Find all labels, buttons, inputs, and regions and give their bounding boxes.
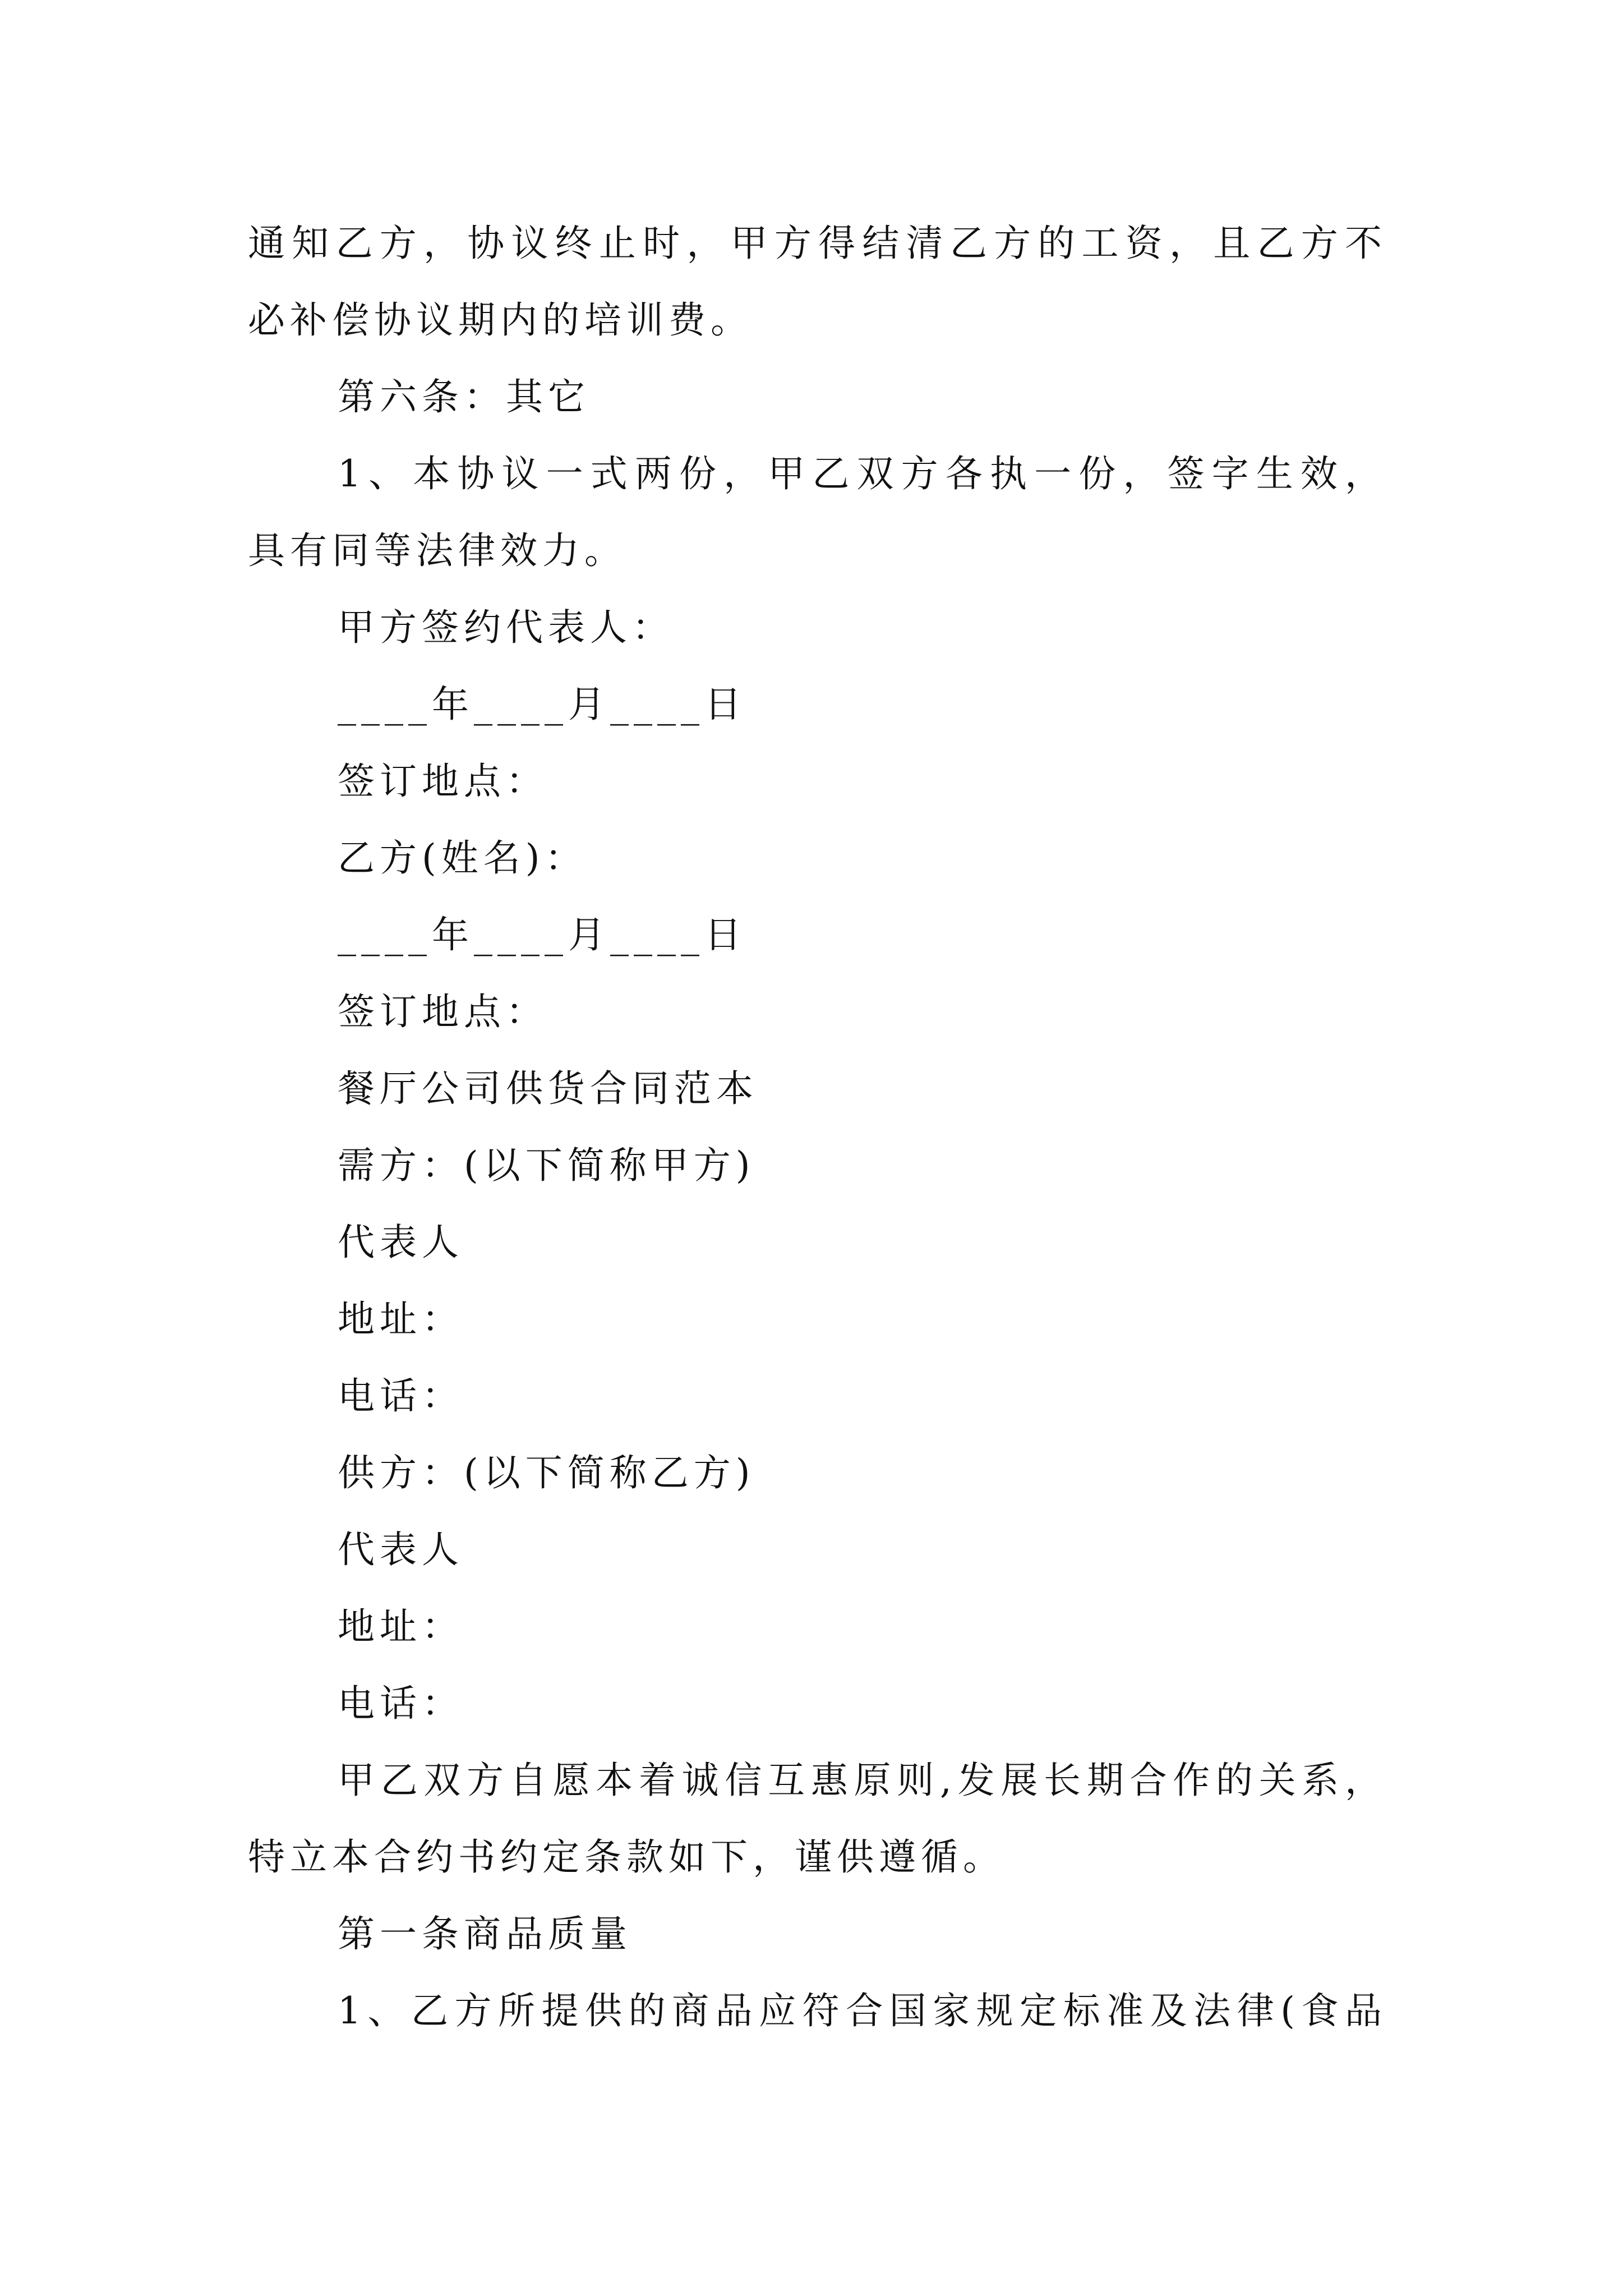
document-body: [248, 205, 1387, 2049]
party-a-signatory-label: 甲方签约代表人：: [338, 606, 674, 649]
previous-clause-line: 必补偿协议期内的培训费。: [248, 298, 753, 342]
party-b-name-label: 乙方(姓名)：: [338, 836, 587, 880]
supplier-label: 供方：(以下简称乙方): [338, 1451, 755, 1494]
buyer-phone-label: 电话：: [338, 1374, 464, 1418]
previous-clause-line: 通知乙方，协议终止时，甲方得结清乙方的工资，且乙方不: [248, 222, 1387, 265]
party-a-signing-place-label: 签订地点：: [338, 760, 548, 803]
article-6-heading: 第六条：其它: [338, 375, 590, 418]
buyer-address-label: 地址：: [338, 1297, 464, 1341]
supplier-phone-label: 电话：: [338, 1682, 464, 1725]
preamble-line: 特立本合约书约定条款如下，谨供遵循。: [248, 1835, 1005, 1879]
supplier-representative-label: 代表人: [338, 1528, 464, 1571]
preamble-line: 甲乙双方自愿本着诚信互惠原则,发展长期合作的关系，: [338, 1759, 1387, 1802]
contract-title: 餐厅公司供货合同范本: [338, 1067, 758, 1110]
buyer-label: 需方：(以下简称甲方): [338, 1144, 755, 1187]
supplier-address-label: 地址：: [338, 1605, 464, 1648]
article-1-clause-1-line: 1、乙方所提供的商品应符合国家规定标准及法律(食品: [338, 1989, 1387, 2032]
article-6-clause-1-line: 1、本协议一式两份，甲乙双方各执一份，签字生效，: [338, 452, 1387, 495]
party-b-date-line: ____年____月____日: [338, 913, 746, 956]
party-a-date-line: ____年____月____日: [338, 683, 746, 726]
article-6-clause-1-line: 具有同等法律效力。: [248, 529, 626, 572]
article-1-heading: 第一条商品质量: [338, 1912, 632, 1955]
party-b-signing-place-label: 签订地点：: [338, 990, 548, 1033]
buyer-representative-label: 代表人: [338, 1221, 464, 1264]
